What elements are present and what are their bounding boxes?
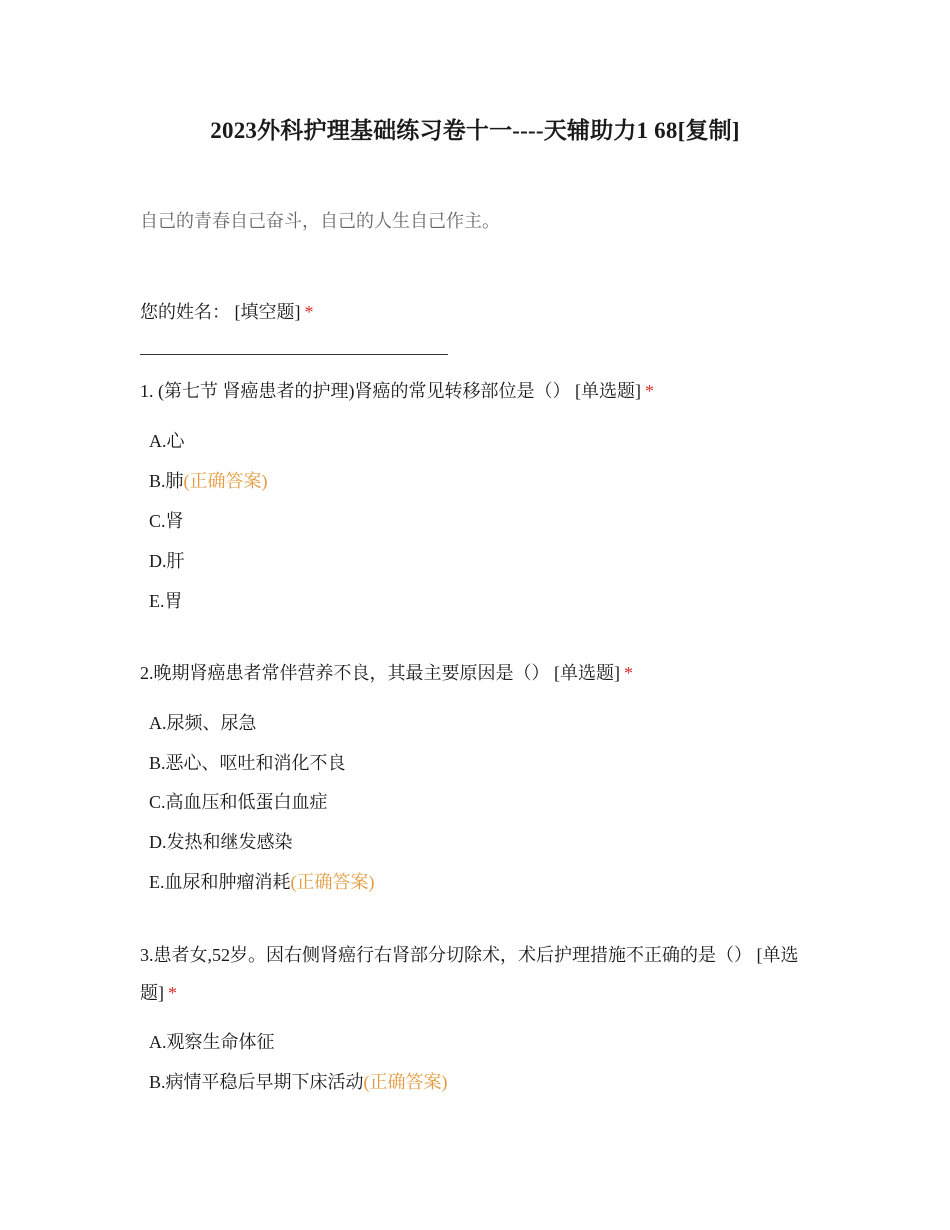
correct-answer-tag: (正确答案): [290, 872, 375, 892]
required-mark: *: [168, 983, 177, 1003]
correct-answer-tag: (正确答案): [363, 1072, 448, 1092]
question-3: [140, 936, 820, 1012]
name-label: 您的姓名：: [140, 302, 230, 322]
option-1b[interactable]: [149, 467, 268, 493]
option-1e[interactable]: E.胃: [149, 591, 183, 611]
question-type-tag: [单选题]: [554, 663, 620, 683]
question-type-tag: [填空题]: [234, 302, 301, 322]
option-label: B.肺: [149, 471, 184, 491]
question-type-tag: [单选题]: [140, 945, 799, 1003]
option-1a[interactable]: A.心: [149, 431, 185, 451]
option-2e[interactable]: [149, 868, 375, 894]
question-text: 3.患者女,52岁。因右侧肾癌行右肾部分切除术，术后护理措施不正确的是（）: [140, 945, 752, 965]
option-1c[interactable]: C.肾: [149, 511, 184, 531]
survey-intro: 自己的青春自己奋斗，自己的人生自己作主。: [140, 211, 500, 231]
required-mark: *: [624, 663, 633, 683]
option-label: B.病情平稳后早期下床活动: [149, 1072, 364, 1092]
required-mark: *: [304, 302, 314, 322]
question-text: 2.晚期肾癌患者常伴营养不良，其最主要原因是（）: [140, 663, 550, 683]
option-2a[interactable]: A.尿频、尿急: [149, 713, 257, 733]
correct-answer-tag: (正确答案): [183, 471, 268, 491]
question-text: 1. (第七节 肾癌患者的护理)肾癌的常见转移部位是（）: [140, 381, 571, 401]
required-mark: *: [645, 381, 654, 401]
name-input-line[interactable]: [140, 354, 448, 355]
page-title: 2023外科护理基础练习卷十一----天辅助力1 68[复制]: [210, 118, 740, 143]
option-3a[interactable]: A.观察生命体征: [149, 1032, 275, 1052]
name-field-label: [140, 298, 314, 324]
option-2b[interactable]: B.恶心、呕吐和消化不良: [149, 753, 346, 773]
option-1d[interactable]: D.肝: [149, 551, 185, 571]
option-3b[interactable]: [149, 1068, 448, 1094]
option-2d[interactable]: D.发热和继发感染: [149, 832, 293, 852]
option-label: E.血尿和肿瘤消耗: [149, 872, 291, 892]
question-1: [140, 372, 820, 410]
question-2: [140, 654, 820, 692]
option-2c[interactable]: C.高血压和低蛋白血症: [149, 792, 328, 812]
question-type-tag: [单选题]: [575, 381, 641, 401]
